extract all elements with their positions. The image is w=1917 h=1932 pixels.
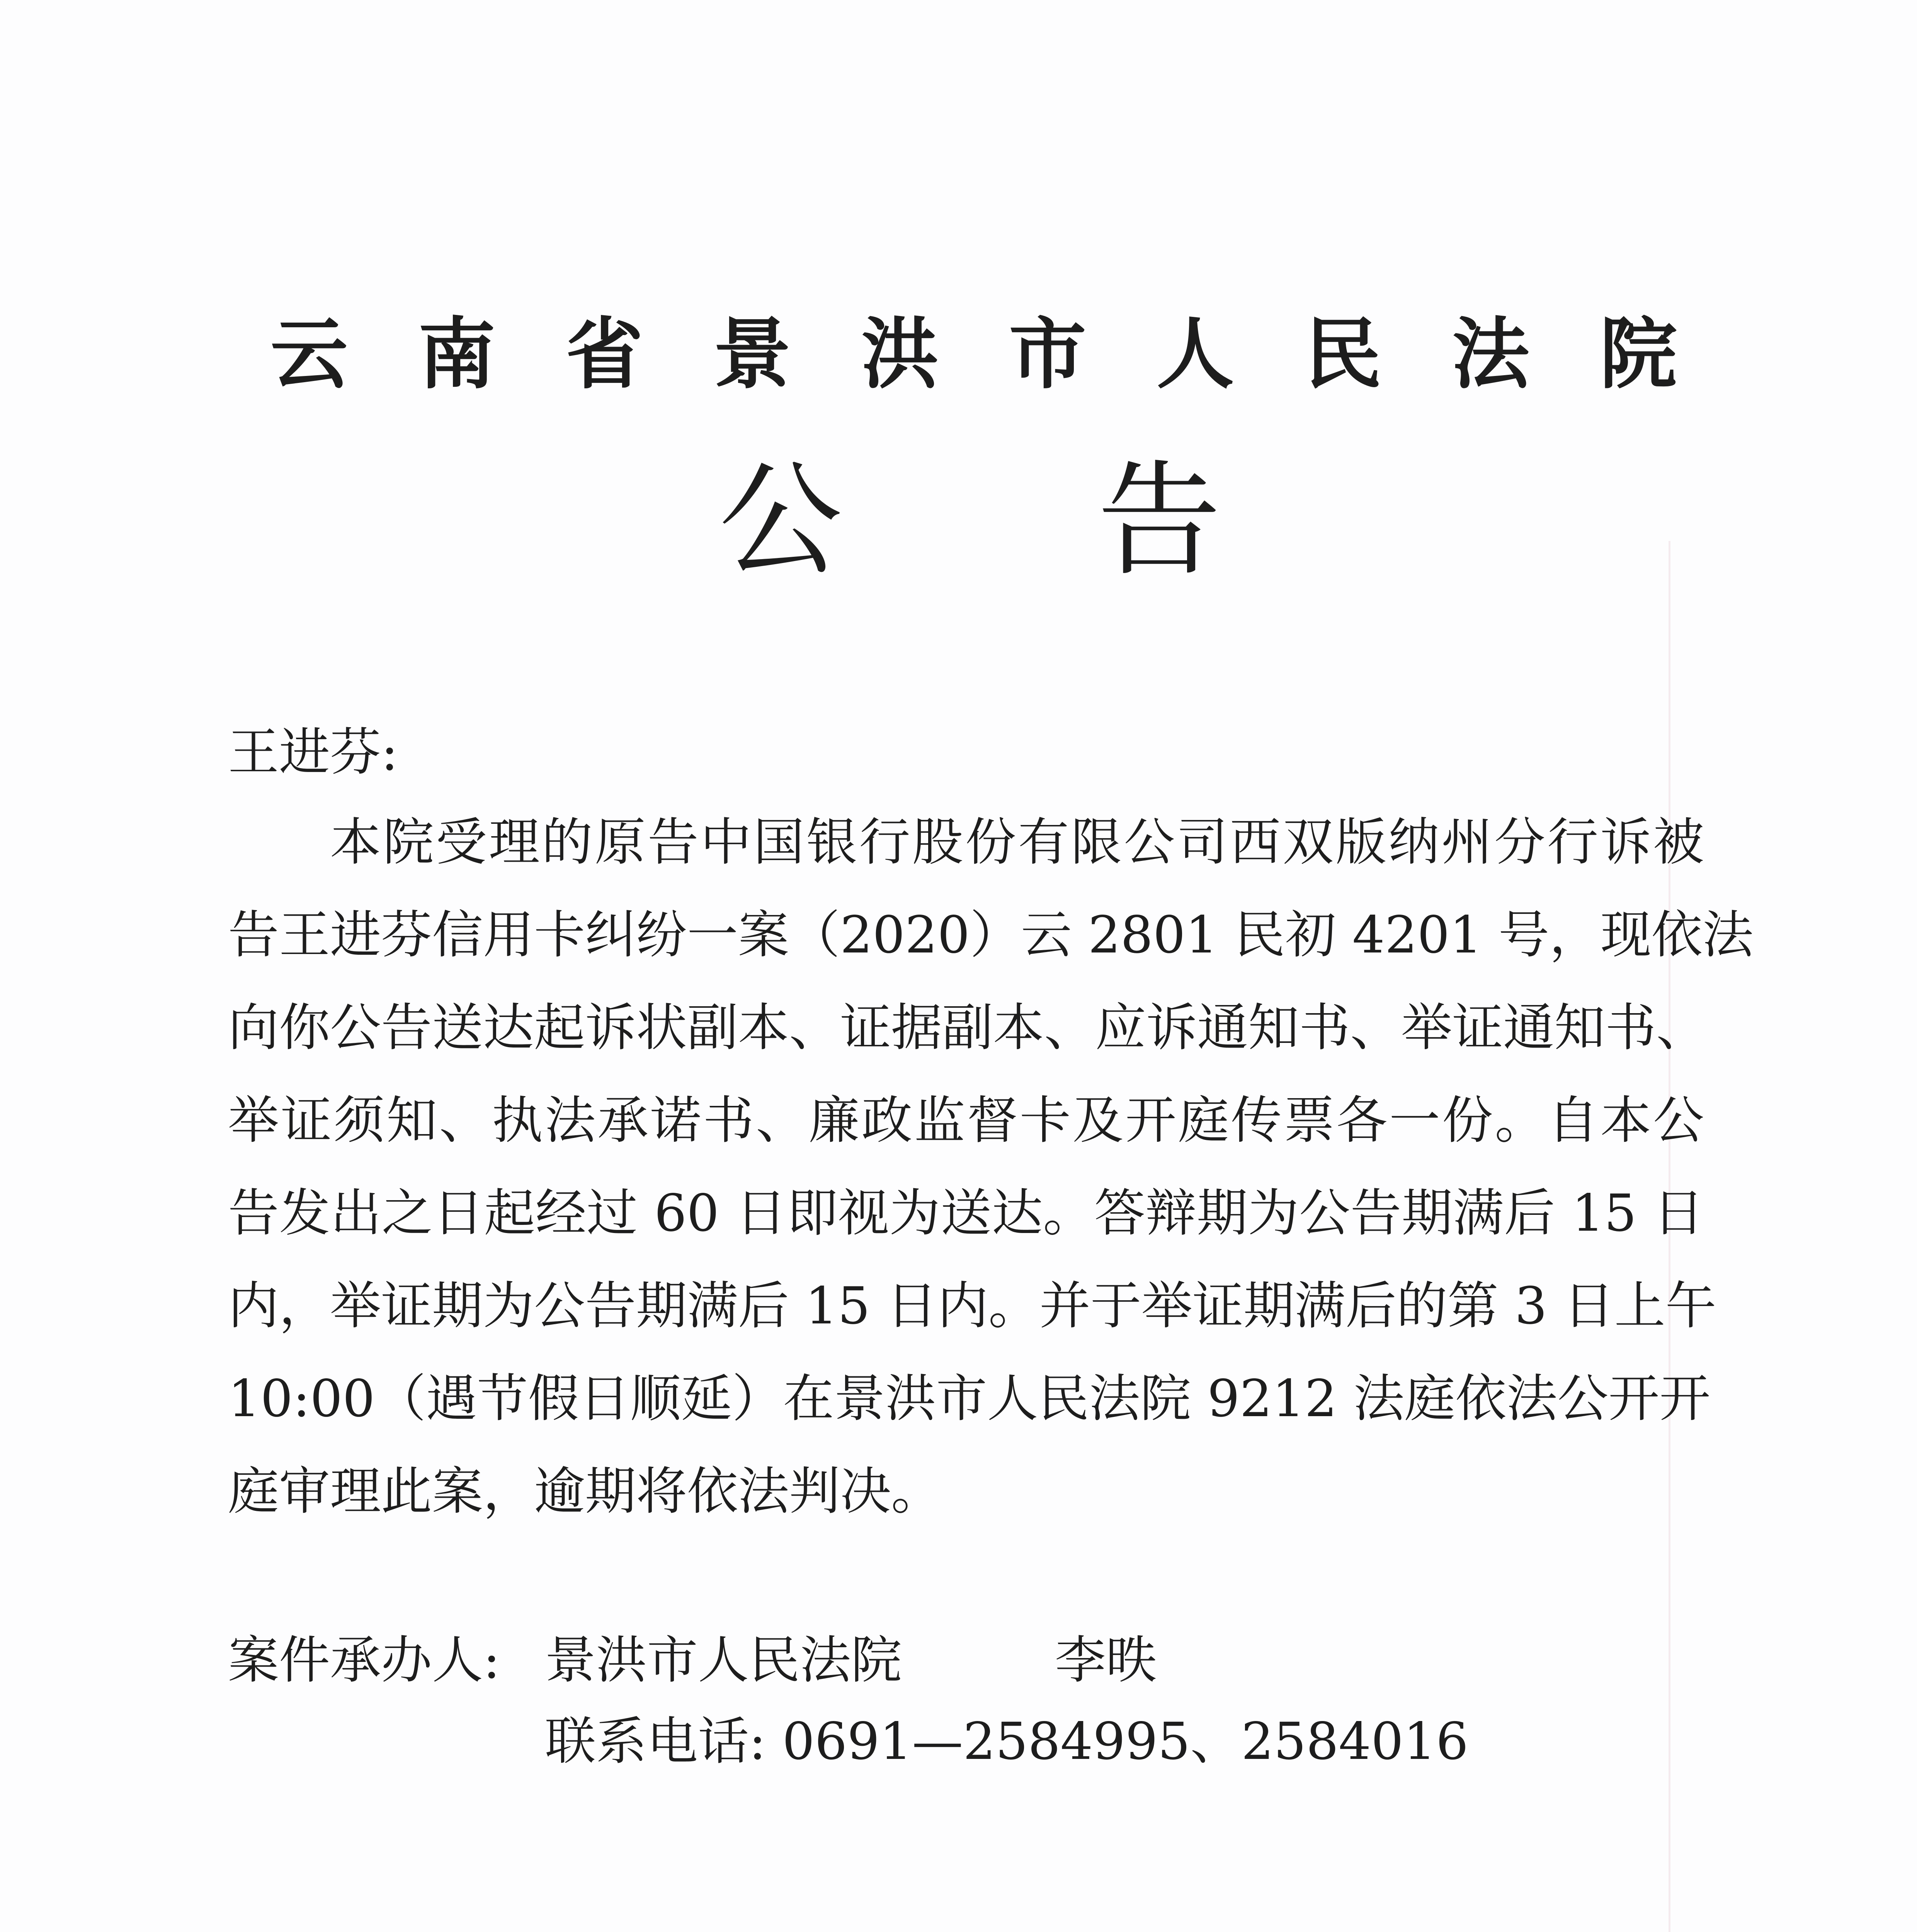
handler-name: 李昳	[1055, 1631, 1157, 1690]
body-line: 本院受理的原告中国银行股份有限公司西双版纳州分行诉被	[330, 813, 1704, 872]
document-title	[719, 440, 1221, 593]
heading-char: 民	[1304, 308, 1382, 400]
heading-char: 南	[418, 308, 496, 400]
body-line: 举证须知、执法承诺书、廉政监督卡及开庭传票各一份。自本公	[228, 1091, 1704, 1150]
heading-char: 人	[1157, 308, 1234, 400]
heading-char: 省	[566, 308, 643, 400]
heading-char: 云	[270, 308, 348, 400]
title-char: 公	[719, 449, 842, 593]
contact-phone: 联系电话: 0691—2584995、2584016	[545, 1712, 1469, 1771]
body-line: 告发出之日起经过 60 日即视为送达。答辩期为公告期满后 15 日	[228, 1184, 1704, 1243]
heading-char: 法	[1452, 308, 1529, 400]
body-line: 向你公告送达起诉状副本、证据副本、应诉通知书、举证通知书、	[228, 998, 1707, 1058]
notice-body	[228, 796, 1754, 1538]
body-line: 庭审理此案，逾期将依法判决。	[228, 1462, 942, 1521]
heading-char: 景	[713, 308, 791, 400]
body-line: 内，举证期为公告期满后 15 日内。并于举证期满后的第 3 日上午	[228, 1276, 1716, 1336]
title-char: 告	[1097, 449, 1221, 593]
body-line: 告王进芬信用卡纠纷一案（2020）云 2801 民初 4201 号，现依法	[228, 905, 1754, 965]
heading-char: 洪	[861, 308, 939, 400]
body-line: 10:00（遇节假日顺延）在景洪市人民法院 9212 法庭依法公开开	[228, 1369, 1711, 1429]
handler-label: 案件承办人:	[228, 1631, 500, 1690]
court-name-heading	[270, 290, 1677, 406]
heading-char: 市	[1009, 308, 1087, 400]
heading-char: 院	[1599, 308, 1677, 400]
addressee: 王进芬:	[228, 723, 398, 782]
handler-court: 景洪市人民法院	[545, 1631, 902, 1690]
